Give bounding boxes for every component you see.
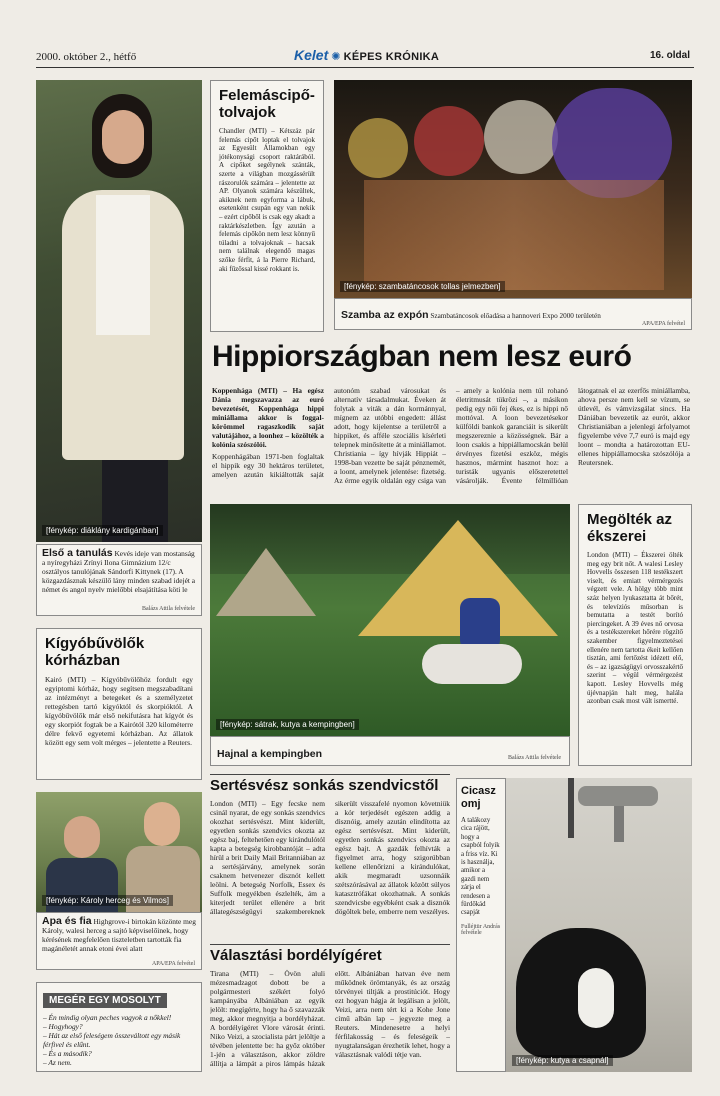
page-header: [36, 44, 694, 68]
sertes-title: Sertésvész sonkás szendvicstől: [210, 774, 450, 795]
mosoly-title: MEGÉR EGY MOSOLYT: [43, 993, 167, 1008]
felemas-title: Felemáscipő-tolvajok: [219, 87, 315, 121]
logo-kelet: Kelet: [294, 47, 329, 63]
issue-date: 2000. október 2., hétfő: [36, 51, 137, 63]
cicaszomj-article: [456, 778, 506, 1072]
samba-credit: APA/EPA felvétel: [641, 321, 685, 327]
hippi-text: Koppenhágában 1971-ben foglaltak el hippik egy 30 hektáros területet, amelyen azután kikiáltották saját autonóm szabad városukat és alternatív társadalmukat. Éveken át folytak a viták a dán kormánnyal, mígnem az utóbbi engedett: állást adott, hogy kijelentse a területről a hippiket, és afféle szociális kísérleti telepnek minősítette át a miniállamot. Christiania – így hívják Hippiát – 1998-ban vezette be saját pénznemét, a loont, amelynek jelentése: fizetség. Az érme egyik oldalán egy csiga van – amely a kolónia nem túl rohanó életritmusát tükrözi –, a másikon pedig egy női fej ékes, ez is hippi nő mottóval. A loon bevezetésekor külföldi bankok garanciáit is sikerült megszereznie a közösségnek. Bár a loon csakis a hippiállamocskán belül érvényes fizetési eszköz, mégis hasznos, mármint hasznot hoz: a turisták ugyanis előszeretettel vásárolják. Évente félmillióan látogatnak el az ezerfős miniállamba, ahova persze nem kell se vízum, se útlevél, és vámvizsgálat sincs. Ha Dániában bevezetik az eurót, akkor Christianiában a jelenlegi árfolyamot figyelembe véve 7,7 euró is majd egy loont – mondta a határozottan EU-ellenes hippiállamocska szószólója a Reutersnek.: [212, 386, 690, 485]
valasztasi-article: [210, 944, 450, 1072]
hippi-article: [210, 340, 694, 500]
valasztasi-title: Választási bordélyígéret: [210, 944, 450, 965]
mosoly-line: – Hogyhogy?: [43, 1022, 83, 1031]
camping-photo-label: [fénykép: sátrak, kutya a kempingben]: [216, 719, 359, 730]
mosoly-line: – Én mindig olyan peches vagyok a nőkkel!: [43, 1013, 172, 1022]
kigyo-title: Kígyóbűvölők kórházban: [45, 635, 145, 669]
apa-caption: [42, 917, 196, 953]
student-photo: [36, 80, 202, 542]
samba-photo: [334, 80, 692, 298]
student-photo-label: [fénykép: diáklány kardigánban]: [42, 525, 163, 536]
apa-title: Apa és fia: [42, 915, 92, 927]
elso-tanulas-text: Kevés ideje van mostanság a nyíregyházi Zrínyi Ilona Gimnázium 12/c osztályos tanulójának Sándorfi Kittynek (17). A közgazdásznak készülő lány minden szabad idejét a német és angol nyelv mielőbbi elsajátítása köti le: [42, 549, 196, 594]
masthead-logo: [294, 47, 439, 63]
valasztasi-columns: [210, 969, 450, 1069]
logo-section: KÉPES KRÓNIKA: [343, 51, 440, 63]
dog-tap-photo: [506, 778, 692, 1072]
samba-photo-label: [fénykép: szambatáncosok tollas jelmezben]: [340, 281, 505, 292]
logo-icon: ✺: [331, 51, 341, 63]
felemas-text: Chandler (MTI) – Kétszáz pár felemás cipőt loptak el tolvajok az Egyesült Államokban egy jótékonysági csoport raktárából. A cipőket segélynek szánták, szerte a világban mozgássérült rászorulók számára – jelentette az AP. Olyanok számára készültek, akiknek nem egyforma a lábuk, esetenként csupán egy van nekik – ezért cipőből is csak egy akadt a raktárkészletben. Így azután a felemás cipőkön nem lesz könnyű túladni a tolvajoknak – hacsak nem találnak elegendő magas szőke férfit, á la Pierre Richard, aki fűzőssal kissé rokkant is.: [219, 127, 315, 273]
cicaszomj-title: Cicaszomj: [461, 785, 496, 810]
kigyo-article: [36, 628, 202, 780]
royals-photo: [36, 792, 202, 912]
apa-caption-box: [36, 912, 202, 970]
sertes-text: London (MTI) – Egy fecske nem csinál nyarat, de egy sonkás szendvics okozhat sertésvészt. Mint kiderült, egyetlen sonkás szendvics okozta az egész baj, feltehetően egy kirándulótól kapta a betegség kirobbantóját – adta hírül a brit Daily Mail Britanniában az a sertésjárvány, amelynek során csaknem hetvenezer disznót kellett leölni. A betegség Norfolk, Essex és Suffolk megyékben észlelték, ám a kiterjedt terület ellenére a brit állategészségügyi szakembereknek sikerült visszafelé nyomon követniük a kór terjedését egészen addig a disznóig, amely azután elindította az egész sertésvészt. Mint kiderült, egyetlen sonkás szendvics okozta az egész bajt. A gazdák felhívták a figyelmet arra, hogy szigorúbban kellene ellenőrizni a kirándulókat, akik megmaradt uzsonnáik szétszórásával az állatok között súlyos katasztrófákat okozhatnak. A sonkás szendvicsbe egyébként csak a disznók dögöltek bele, emberre nem veszélyes.: [210, 799, 450, 916]
cicaszomj-credit: Fulléjtür András felvétele: [461, 923, 501, 936]
mosoly-box: [36, 982, 202, 1072]
samba-caption-title: Szamba az expón: [341, 309, 429, 321]
elso-tanulas-box: [36, 544, 202, 616]
megoltek-text: London (MTI) – Ékszerei ölték meg egy brit nőt. A walesi Lesley Hovvells összesen 118 testékszert viselt, és emiatt vérmérgezés végzett vele. A hölgy több mint száz helyen lyukasztatta át bőrét, és televíziós műsorban is bemutatta a testét borító piercingeket. A 39 éves nő orvosa és a testékszereket hőrére rögzítő szakember figyelmeztetései ellenére nem tartotta ékeit kellően tisztán, ami fertőzést idézett elő, és – az igazságügyi orvosszakértő szerint – végül vérmérgezést kapott. Lesley Hovvells még újévnapján halt meg, halála azonban csak most vált ismertté.: [587, 551, 683, 706]
felemas-article: [210, 80, 324, 332]
apa-text: Highgrove-i birtokán közönte meg Károly, walesi herceg a sajtó képviselőinek, hogy kérésének megfelelően tiszteletben tartották fia magánéletét annak etoni évei alatt: [42, 917, 196, 953]
mosoly-line: – És a második?: [43, 1049, 92, 1058]
samba-caption-box: [334, 298, 692, 330]
elso-tanulas-credit: Balázs Attila felvétele: [142, 606, 195, 612]
elso-tanulas-caption: [42, 549, 196, 594]
cicaszomj-text: A talákozy cica rájött, hogy a csapból folyik a friss víz. Ki is használja, amikor a gazdi nem zárja el rendesen a fürdőkád csapját: [461, 817, 500, 917]
dog-photo-label: [fénykép: kutya a csapnál]: [512, 1055, 613, 1066]
hippi-lead: Koppenhága (MTI) – Ha egész Dánia megszavazza az euró bevezetését, Koppenhága hippi miniállama akkor is foggal-körömmel ragaszkodik saját valutájához, a loonhez – közölték a kolónia szószólói.: [212, 386, 324, 449]
hajnal-credit: Balázs Attila felvétele: [508, 755, 561, 761]
hajnal-caption-box: [210, 736, 570, 766]
apa-credit: APA/EPA felvétel: [151, 961, 195, 967]
camping-photo: [210, 504, 570, 736]
sertes-article: [210, 774, 450, 934]
mosoly-line: – Hát az első feleségem összeváltott egy másik férfivel és elűnt.: [43, 1031, 181, 1049]
sertes-columns: [210, 799, 450, 931]
kigyo-text: Kairó (MTI) – Kígyóbűvölőhöz fordult egy egyiptomi kórház, hogy segítsen megszabadítani az intézményt a betegeket és a személyzetet rettegésben tartó kígyóktól és skorpióktól. A kígyóbűvölők már első nekifutásra hat kígyót és egy skorpiót fogtak be a Kairótól 320 kilométerre délre fekvő egyetemi kórházban. Az állatok között egy sem volt mérges – jelentette a Reuters.: [45, 675, 193, 747]
megoltek-title: Megölték az ékszerei: [587, 511, 673, 545]
valasztasi-text: Tirana (MTI) – Övön aluli mézesmadzagot dobott be a polgármesteri székért folyó kampányába Albániában az egyik jelölt: megígérte, hogy ha ő szavazzák meg, akkor megnyitja a bordélyházat. A bordélyígéret Vlore városát érinti. Niko Veizi, a szocialista párt jelöltje a tévében jelentette be: ha győz október 1-jén a választáson, akkor zöldre állítja a lámpát a piros lámpás házak előtt. Albániában hatvan éve nem működnek örömtanyák, és az ország törvényei tiltják a prostitúciót. Hogy ezt hogyan hágja át legálisan a jelölt, Veizi, arra nem tért ki a Kohe Jone című albán lap – jegyezte meg a Reuters. Mindenesetre a helyi férfilakosság – és feleségeik – nyugtalanságan érezhetik lehet, hogy a választásnak valódi tétje van.: [210, 969, 450, 1068]
elso-tanulas-title: Első a tanulás: [42, 547, 113, 559]
mosoly-line: – Az nem.: [43, 1058, 72, 1067]
megoltek-article: [578, 504, 692, 766]
samba-caption: [341, 311, 601, 320]
mosoly-lines: [43, 1013, 195, 1067]
samba-caption-text: Szambatáncosok előadása a hannoveri Expo 2000 területén: [430, 312, 601, 320]
page-number: 16. oldal: [649, 50, 690, 61]
hajnal-caption: [217, 750, 322, 759]
hippi-columns: [212, 386, 690, 500]
royals-photo-label: [fénykép: Károly herceg és Vilmos]: [42, 895, 173, 906]
hippi-title: Hippiországban nem lesz euró: [212, 340, 632, 373]
hajnal-caption-title: Hajnal a kempingben: [217, 748, 323, 760]
